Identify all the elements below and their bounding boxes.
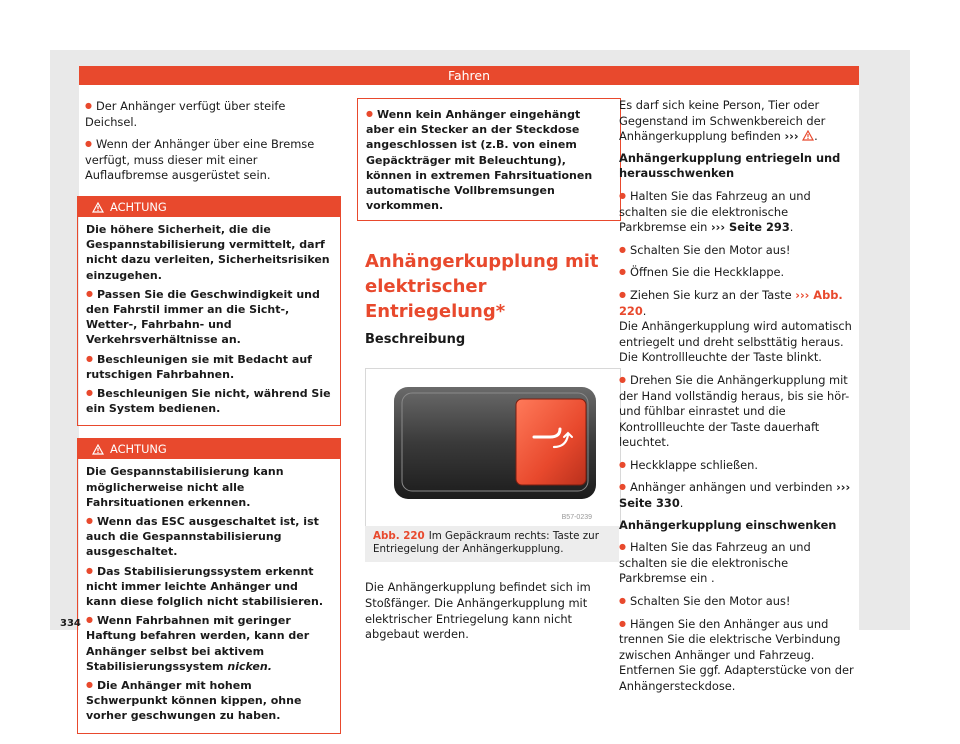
column-middle — [365, 98, 619, 649]
list-item: ● Halten Sie das Fahrzeug an und schalten sie die elektronische Parkbremse ein ››› Seite 293. — [619, 188, 859, 236]
caption-text: Im Gepäckraum rechts: Taste zur Entriegelung der Anhängerkupplung. — [373, 530, 599, 556]
list-item: ● Wenn der Anhänger über eine Bremse verfügt, muss dieser mit einer Auflaufbremse ausgerüstet sein. — [85, 136, 339, 184]
warning-box — [357, 98, 621, 221]
list-item: ● Die Anhänger mit hohem Schwerpunkt können kippen, ohne vorher geschwungen zu haben. — [86, 677, 332, 724]
list-item: ● Beschleunigen sie mit Bedacht auf rutschigen Fahrbahnen. — [86, 351, 332, 382]
manual-page — [79, 66, 859, 723]
list-item: ● Öffnen Sie die Heckklappe. — [619, 264, 859, 281]
list-item — [86, 612, 332, 674]
cross-ref[interactable]: ››› — [784, 129, 799, 144]
list-item: ● Das Stabilisierungssystem erkennt nicht immer leichte Anhänger und kann diese folglich nicht stabilisieren. — [86, 563, 332, 610]
figure-image — [365, 368, 621, 526]
column-right — [619, 98, 859, 701]
body-text: Die Anhängerkupplung befindet sich im Stoßfänger. Die Anhängerkupplung mit elektrischer Entriegelung kann nicht abgebaut werden. — [365, 580, 591, 642]
list-item-tail: nicken. — [227, 659, 272, 673]
warning-box — [77, 438, 341, 733]
list-item: ● Hängen Sie den Anhänger aus und trennen Sie die elektrische Verbindung zwischen Anhänger und Fahrzeug. Entfernen Sie ggf. Adapterstücke von der Anhängersteckdose. — [619, 616, 859, 695]
list-item: ● Der Anhänger verfügt über steife Deichsel. — [85, 98, 339, 130]
list-item: ● Wenn kein Anhänger eingehängt aber ein Stecker an der Steckdose angeschlossen ist (z.B. von einem Gepäckträger mit Beleuchtung), können in extremen Fahrsituationen automatische Vollbremsungen vorkommen. — [366, 106, 612, 213]
intro-text: Es darf sich keine Person, Tier oder Gegenstand im Schwenkbereich der Anhängerkupplung befinden — [619, 98, 826, 144]
subsection-title: Beschreibung — [365, 332, 466, 348]
cross-ref[interactable]: ››› Seite 330 — [619, 480, 851, 511]
warning-header — [78, 439, 340, 459]
warning-body — [78, 459, 340, 732]
list-item: ● Schalten Sie den Motor aus! — [619, 242, 859, 259]
release-button-illustration — [366, 369, 620, 526]
list-item: ● Heckklappe schließen. — [619, 457, 859, 474]
warning-triangle-icon — [92, 199, 104, 219]
body-text: Es darf sich keine Person, Tier oder Gegenstand im Schwenkbereich der Anhängerkupplung befinden ››› . — [619, 98, 826, 144]
warning-triangle-icon — [92, 441, 104, 461]
list-item: ● Drehen Sie die Anhängerkupplung mit der Hand vollständig heraus, bis sie hör- und fühlbar einrastet und die Kontrollleuchte der Taste dauerhaft leuchtet. — [619, 372, 859, 451]
warning-triangle-icon — [802, 129, 814, 143]
warning-intro: Die Gespannstabilisierung kann möglicherweise nicht alle Fahrsituationen erkennen. — [86, 465, 284, 509]
body-text: Die Anhängerkupplung wird automatisch entriegelt und dreht selbsttätig heraus. Die Kontrollleuchte der Taste blinkt. — [619, 319, 852, 365]
list-item: ● Passen Sie die Geschwindigkeit und den Fahrstil immer an die Sicht-, Wetter-, Fahrbahn- und Verkehrsverhältnisse an. — [86, 286, 332, 348]
figure-ref[interactable]: ››› Abb. 220 — [619, 287, 843, 318]
section-title: Anhängerkupplung mit elektrischer Entriegelung* — [365, 251, 599, 323]
list-item: ● Halten Sie das Fahrzeug an und schalten sie die elektronische Parkbremse ein . — [619, 539, 859, 587]
heading: Anhängerkupplung entriegeln und herausschwenken — [619, 150, 841, 181]
column-left — [85, 98, 339, 744]
list-item: ● Ziehen Sie kurz an der Taste ››› Abb. 220. — [619, 287, 859, 319]
list-item-text: Wenn Fahrbahnen mit geringer Haftung befahren werden, kann der Anhänger selbst bei aktivem Stabilisierungssystem — [86, 614, 310, 673]
warning-box — [77, 196, 341, 426]
warning-intro: Die höhere Sicherheit, die die Gespannstabilisierung vermittelt, darf nicht dazu verleiten, Sicherheitsrisiken einzugehen. — [86, 222, 330, 282]
list-item: ● Schalten Sie den Motor aus! — [619, 593, 859, 610]
list-item: ● Wenn das ESC ausgeschaltet ist, ist auch die Gespannstabilisierung ausgeschaltet. — [86, 513, 332, 560]
page-header: Fahren — [79, 66, 859, 85]
warning-body — [78, 217, 340, 425]
caption-label: Abb. 220 — [373, 530, 425, 543]
warning-title: ACHTUNG — [110, 199, 167, 214]
warning-title: ACHTUNG — [110, 442, 167, 457]
list-item: ● Beschleunigen Sie nicht, während Sie ein System bedienen. — [86, 385, 332, 416]
list-item: ● Anhänger anhängen und verbinden ››› Seite 330. — [619, 479, 859, 511]
figure-code: B57-0239 — [561, 514, 592, 522]
cross-ref[interactable]: ››› Seite 293 — [710, 220, 790, 235]
warning-header — [78, 197, 340, 217]
figure-caption — [365, 526, 619, 562]
page-number: 334 — [60, 618, 81, 629]
heading: Anhängerkupplung einschwenken — [619, 517, 837, 532]
